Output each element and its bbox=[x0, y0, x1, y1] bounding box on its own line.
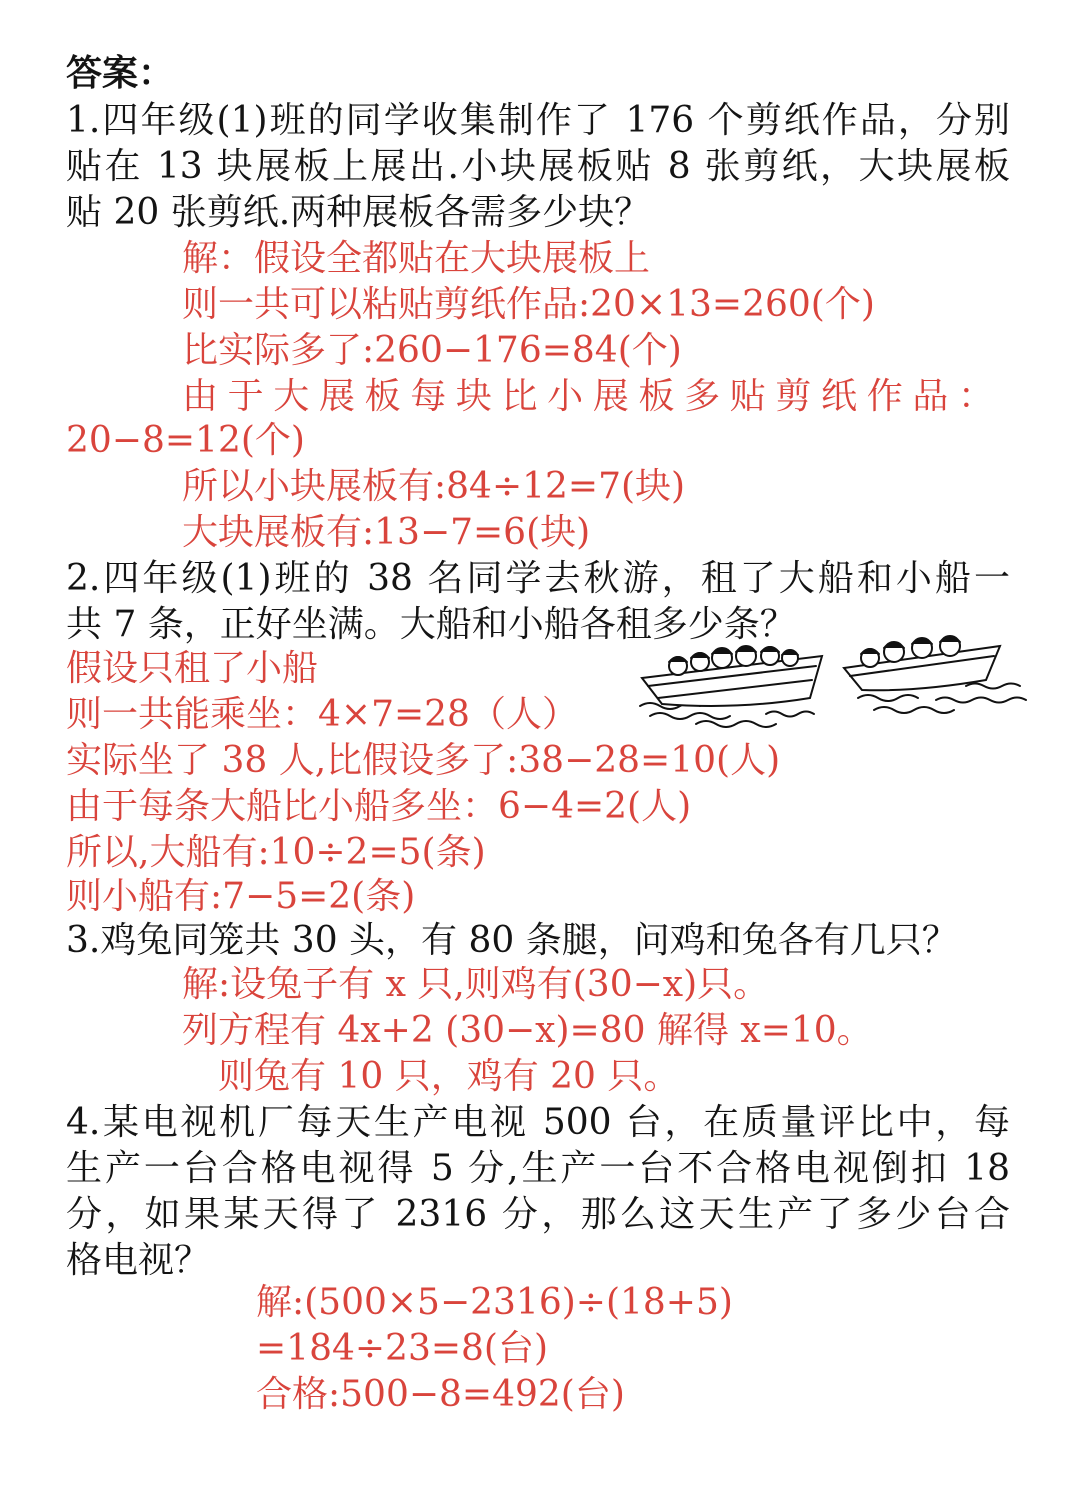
q2-solution-line-4: 由于每条大船比小船多坐：6−4=2(人) bbox=[66, 786, 692, 827]
q1-solution-line-6: 所以小块展板有:84÷12=7(块) bbox=[182, 466, 686, 507]
q1-question-line-2: 贴在 13 块展板上展出.小块展板贴 8 张剪纸，大块展板 bbox=[66, 146, 1010, 187]
q4-solution-line-3: 合格:500−8=492(台) bbox=[256, 1374, 625, 1415]
q2-solution-line-1: 假设只租了小船 bbox=[66, 648, 319, 689]
q4-question-line-4: 格电视？ bbox=[66, 1240, 211, 1281]
page-title: 答案： bbox=[66, 52, 175, 94]
q4-question-line-3: 分，如果某天得了 2316 分，那么这天生产了多少台合 bbox=[66, 1194, 1010, 1235]
q4-question-line-1: 4.某电视机厂每天生产电视 500 台，在质量评比中，每 bbox=[66, 1102, 1010, 1143]
q1-solution-line-1: 解：假设全都贴在大块展板上 bbox=[182, 238, 651, 279]
q1-solution-line-4: 由于大展板每块比小展板多贴剪纸作品： bbox=[182, 376, 994, 417]
q2-solution-line-2: 则一共能乘坐：4×7=28（人） bbox=[66, 694, 578, 735]
q4-solution-line-1: 解:(500×5−2316)÷(18+5) bbox=[256, 1282, 733, 1323]
q2-solution-line-3: 实际坐了 38 人,比假设多了:38−28=10(人) bbox=[66, 740, 781, 781]
q1-question-line-1: 1.四年级(1)班的同学收集制作了 176 个剪纸作品，分别 bbox=[66, 100, 1010, 141]
q2-solution-line-5: 所以,大船有:10÷2=5(条) bbox=[66, 832, 486, 873]
q4-question-line-2: 生产一台合格电视得 5 分,生产一台不合格电视倒扣 18 bbox=[66, 1148, 1010, 1189]
q3-question-line-1: 3.鸡兔同笼共 30 头，有 80 条腿，问鸡和兔各有几只？ bbox=[66, 920, 958, 961]
q1-solution-line-3: 比实际多了:260−176=84(个) bbox=[182, 330, 682, 371]
q2-question-line-1: 2.四年级(1)班的 38 名同学去秋游，租了大船和小船一 bbox=[66, 558, 1010, 599]
q3-solution-line-2: 列方程有 4x+2 (30−x)=80 解得 x=10。 bbox=[182, 1010, 873, 1051]
q2-question-line-2: 共 7 条，正好坐满。大船和小船各租多少条？ bbox=[66, 604, 796, 645]
q3-solution-line-3: 则兔有 10 只，鸡有 20 只。 bbox=[218, 1056, 680, 1097]
q3-solution-line-1: 解:设兔子有 x 只,则鸡有(30−x)只。 bbox=[182, 964, 770, 1005]
q1-solution-line-7: 大块展板有:13−7=6(块) bbox=[182, 512, 591, 553]
q1-solution-line-2: 则一共可以粘贴剪纸作品:20×13=260(个) bbox=[182, 284, 875, 325]
q1-solution-line-5: 20−8=12(个) bbox=[66, 420, 305, 461]
q4-solution-line-2: =184÷23=8(台) bbox=[256, 1328, 549, 1369]
q2-solution-line-6: 则小船有:7−5=2(条) bbox=[66, 876, 416, 917]
q1-question-line-3: 贴 20 张剪纸.两种展板各需多少块？ bbox=[66, 192, 651, 233]
boats-with-students-icon bbox=[636, 628, 1048, 728]
